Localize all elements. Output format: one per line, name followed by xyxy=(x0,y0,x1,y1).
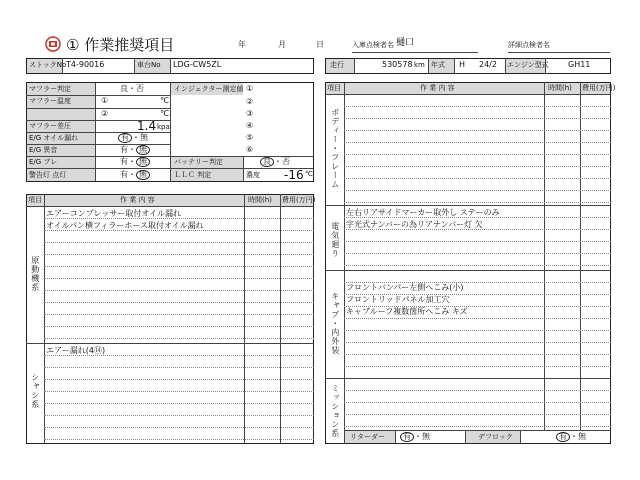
right-col-cost: 費用(万円) xyxy=(582,84,616,92)
row-guide-line xyxy=(44,302,314,303)
injector-num-2: ② xyxy=(246,97,254,106)
muffler-pressure-value: 1.4 xyxy=(137,119,157,133)
row-guide-line xyxy=(344,390,611,391)
row-guide-line xyxy=(344,190,611,191)
shake-options xyxy=(120,157,150,167)
battery-options xyxy=(260,157,290,167)
right-col-time: 時間(h) xyxy=(548,84,572,92)
left-work-table xyxy=(26,194,314,444)
llc-unit: ℃ xyxy=(305,170,313,178)
injector-num-4: ④ xyxy=(246,121,254,130)
noise-no: 無 xyxy=(136,145,150,155)
section-electric: 電気廻り xyxy=(330,222,340,258)
row-guide-line xyxy=(344,178,611,179)
row-guide-line xyxy=(44,266,314,267)
chassis-item-1: エアー漏れ(4⑭) xyxy=(46,346,106,355)
row-guide-line xyxy=(44,367,314,368)
injector-num-6: ⑥ xyxy=(246,145,254,154)
page-title: ① 作業推奨項目 xyxy=(66,36,175,54)
injector-num-5: ⑤ xyxy=(246,133,254,142)
date-year: 年 xyxy=(238,40,246,49)
battery-good: 良 xyxy=(260,157,274,167)
llc-label: ＬＬＣ 判定 xyxy=(174,171,212,179)
oil-leak-no: ・無 xyxy=(132,133,148,142)
muffler-temp-2: ② xyxy=(101,109,109,118)
row-guide-line xyxy=(44,326,314,327)
temp-unit-1: ℃ xyxy=(160,96,169,105)
year-value: 24/2 xyxy=(479,60,497,69)
inspector-label: 入庫点検者名 xyxy=(352,41,394,49)
mileage-label: 走行 xyxy=(330,61,344,69)
row-guide-line xyxy=(344,130,611,131)
row-guide-line xyxy=(44,403,314,404)
row-guide-line xyxy=(344,166,611,167)
row-guide-line xyxy=(344,366,611,367)
warning-no: 無 xyxy=(136,170,150,180)
retarder-label: リターダー xyxy=(350,433,385,441)
section-cab: キャブ・内外装 xyxy=(330,292,340,355)
section-mission: ミッション系 xyxy=(330,384,340,438)
mileage-unit: km xyxy=(414,61,425,69)
injector-num-1: ① xyxy=(246,84,254,93)
row-guide-line xyxy=(44,379,314,380)
llc-value: -16 xyxy=(284,168,304,182)
difflock-no: ・無 xyxy=(570,432,586,441)
row-guide-line xyxy=(44,314,314,315)
warning-yes: 有・ xyxy=(120,170,136,179)
retarder-options xyxy=(400,432,430,442)
row-guide-line xyxy=(344,118,611,119)
detail-inspector-label: 詳細点検者名 xyxy=(508,41,550,49)
left-col-item: 項目 xyxy=(28,196,42,204)
battery-bad: ・否 xyxy=(274,157,290,166)
muffler-pressure-label: マフラー差圧 xyxy=(29,122,71,130)
engine-item-2: オイルパン横フィラーホース取付オイル漏れ xyxy=(46,221,204,230)
engine-label: エンジン型式 xyxy=(507,61,549,69)
left-col-cost: 費用(万円) xyxy=(282,196,316,204)
row-guide-line xyxy=(44,278,314,279)
row-guide-line xyxy=(44,218,314,219)
section-chassis: シャシ系 xyxy=(30,373,40,409)
engine-value: GH11 xyxy=(568,60,591,69)
date-day: 日 xyxy=(316,40,324,49)
shake-yes: 有・ xyxy=(120,157,136,166)
row-guide-line xyxy=(44,439,314,440)
noise-yes: 有・ xyxy=(120,145,136,154)
row-guide-line xyxy=(44,427,314,428)
injector-label: インジェクター測定値 xyxy=(174,85,244,93)
muffler-judge-label: マフラー判定 xyxy=(29,85,71,93)
row-guide-line xyxy=(44,355,314,356)
row-guide-line xyxy=(44,230,314,231)
year-label: 年式 xyxy=(431,61,445,69)
shake-no: 無 xyxy=(136,157,150,167)
row-guide-line xyxy=(344,202,611,203)
row-guide-line xyxy=(44,254,314,255)
row-guide-line xyxy=(44,338,314,339)
noise-options xyxy=(120,145,150,155)
row-guide-line xyxy=(344,402,611,403)
row-guide-line xyxy=(344,265,611,266)
oil-leak-yes: 有 xyxy=(118,133,132,143)
injector-num-3: ③ xyxy=(246,109,254,118)
difflock-options xyxy=(556,432,586,442)
difflock-yes: 有 xyxy=(556,432,570,442)
row-guide-line xyxy=(44,290,314,291)
stock-label: ストックNo xyxy=(29,61,67,69)
warning-label: 警告灯 点灯 xyxy=(29,171,67,179)
row-guide-line xyxy=(344,330,611,331)
row-guide-line xyxy=(344,342,611,343)
row-guide-line xyxy=(44,415,314,416)
chassis-label: 車台No xyxy=(137,61,161,69)
cab-item-3: キャブルーフ複数箇所へこみ キズ xyxy=(346,307,468,316)
row-guide-line xyxy=(344,106,611,107)
pressure-unit: kpa xyxy=(157,123,170,131)
chassis-value: LDG-CW5ZL xyxy=(173,60,222,69)
row-guide-line xyxy=(344,154,611,155)
row-guide-line xyxy=(344,318,611,319)
row-guide-line xyxy=(344,241,611,242)
electric-item-2: 字光式ナンバーの為リアナンバー灯 欠 xyxy=(346,220,483,229)
retarder-yes: 有 xyxy=(400,432,414,442)
cab-item-1: フロントバンパー左側へこみ(小) xyxy=(346,283,464,292)
muffler-temp-label: マフラー温度 xyxy=(29,97,71,105)
muffler-judge-value: 良・否 xyxy=(120,84,144,93)
warning-options xyxy=(120,170,150,180)
row-guide-line xyxy=(344,414,611,415)
row-guide-line xyxy=(344,354,611,355)
left-col-time: 時間(h) xyxy=(248,196,272,204)
row-guide-line xyxy=(44,391,314,392)
engine-item-1: エアーコンプレッサー取付オイル漏れ xyxy=(46,209,181,218)
stock-value: T4-90016 xyxy=(66,60,105,69)
company-logo-icon xyxy=(44,36,62,52)
noise-label: E/G 異音 xyxy=(29,146,58,154)
llc-conc-label: 濃度 xyxy=(246,171,260,179)
battery-label: バッテリー判定 xyxy=(174,158,223,166)
section-body: ボディー・フレーム xyxy=(330,108,340,189)
temp-unit-2: ℃ xyxy=(160,109,169,118)
row-guide-line xyxy=(344,426,611,427)
muffler-temp-1: ① xyxy=(101,96,109,105)
cab-item-2: フロントリッドパネル加工穴 xyxy=(346,295,450,304)
era-value: H xyxy=(459,60,466,69)
right-col-item: 項目 xyxy=(327,84,341,92)
oil-leak-options xyxy=(118,133,148,143)
shake-label: E/G ブレ xyxy=(29,158,58,166)
oil-leak-label: E/G オイル漏れ xyxy=(29,134,79,142)
right-col-work: 作 業 内 容 xyxy=(420,84,455,92)
difflock-label: デフロック xyxy=(478,433,513,441)
electric-item-1: 左右リアサイドマーカー取外し ステーのみ xyxy=(346,208,500,217)
row-guide-line xyxy=(344,217,611,218)
retarder-no: ・無 xyxy=(414,432,430,441)
row-guide-line xyxy=(344,142,611,143)
row-guide-line xyxy=(344,229,611,230)
date-month: 月 xyxy=(278,40,286,49)
section-engine: 原動機系 xyxy=(30,256,40,292)
header xyxy=(0,0,640,56)
mileage-value: 530578 xyxy=(382,60,413,69)
row-guide-line xyxy=(344,253,611,254)
left-col-work: 作 業 内 容 xyxy=(120,196,155,204)
inspector-name: 樋口 xyxy=(396,38,415,48)
row-guide-line xyxy=(44,242,314,243)
